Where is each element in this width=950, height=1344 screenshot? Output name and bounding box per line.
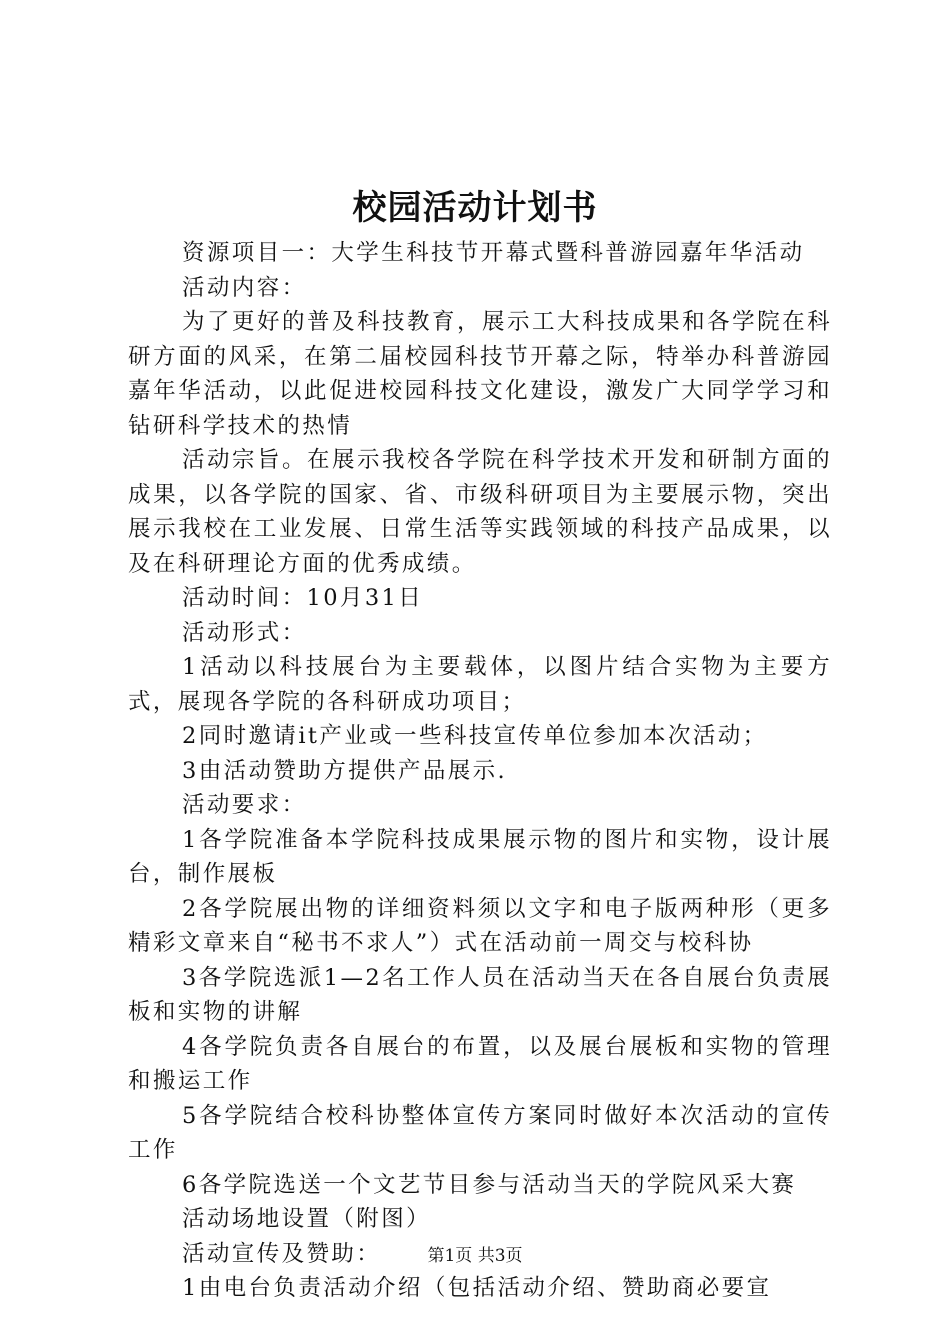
- document-title: 校园活动计划书: [352, 188, 598, 228]
- paragraph-time: 活动时间：10月31日: [182, 585, 424, 611]
- paragraph-form-heading: 活动形式：: [182, 619, 307, 646]
- paragraph-promotion-heading: 活动宣传及赞助：: [182, 1240, 382, 1267]
- paragraph-requirement-5: 5各学院结合校科协整体宣传方案同时做好本次活动的宣传工作: [128, 1102, 832, 1163]
- paragraph-requirement-4: 4各学院负责各自展台的布置，以及展台展板和实物的管理和搬运工作: [128, 1033, 832, 1094]
- paragraph-form-1: 1活动以科技展台为主要载体，以图片结合实物为主要方式，展现各学院的各科研成功项目；: [128, 654, 832, 715]
- paragraph-purpose: 活动宗旨。在展示我校各学院在科学技术开发和研制方面的成果，以各学院的国家、省、市级科研项目为主要展示物，突出展示我校在工业发展、日常生活等实践领域的科技产品成果，以及在科研理论方面的优秀成绩。: [128, 447, 832, 577]
- paragraph-content: 为了更好的普及科技教育，展示工大科技成果和各学院在科研方面的风采，在第二届校园科技节开幕之际，特举办科普游园嘉年华活动，以此促进校园科技文化建设，激发广大同学学习和钻研科学技术的热情: [128, 309, 832, 439]
- paragraph-form-2: 2同时邀请it产业或一些科技宣传单位参加本次活动；: [182, 723, 768, 749]
- page-footer: 第1页 共3页: [427, 1246, 523, 1266]
- paragraph-requirement-3: 3各学院选派1—2名工作人员在活动当天在各自展台负责展板和实物的讲解: [128, 964, 832, 1025]
- paragraph-project: 资源项目一：大学生科技节开幕式暨科普游园嘉年华活动: [182, 240, 805, 266]
- document-body: [128, 236, 832, 1306]
- paragraph-content-heading: 活动内容：: [182, 274, 307, 301]
- paragraph-promotion-1: 1由电台负责活动介绍（包括活动介绍、赞助商必要宣: [182, 1275, 772, 1301]
- paragraph-form-3: 3由活动赞助方提供产品展示.: [182, 757, 508, 784]
- paragraph-requirement-6: 6各学院选送一个文艺节目参与活动当天的学院风采大赛: [182, 1171, 797, 1198]
- paragraph-requirements-heading: 活动要求：: [182, 792, 307, 818]
- paragraph-requirement-1: 1各学院准备本学院科技成果展示物的图片和实物，设计展台，制作展板: [128, 826, 832, 887]
- paragraph-venue: 活动场地设置（附图）: [182, 1206, 432, 1232]
- paragraph-requirement-2: 2各学院展出物的详细资料须以文字和电子版两种形（更多精彩文章来自“秘书不求人”）式在活动前一周交与校科协: [128, 895, 832, 956]
